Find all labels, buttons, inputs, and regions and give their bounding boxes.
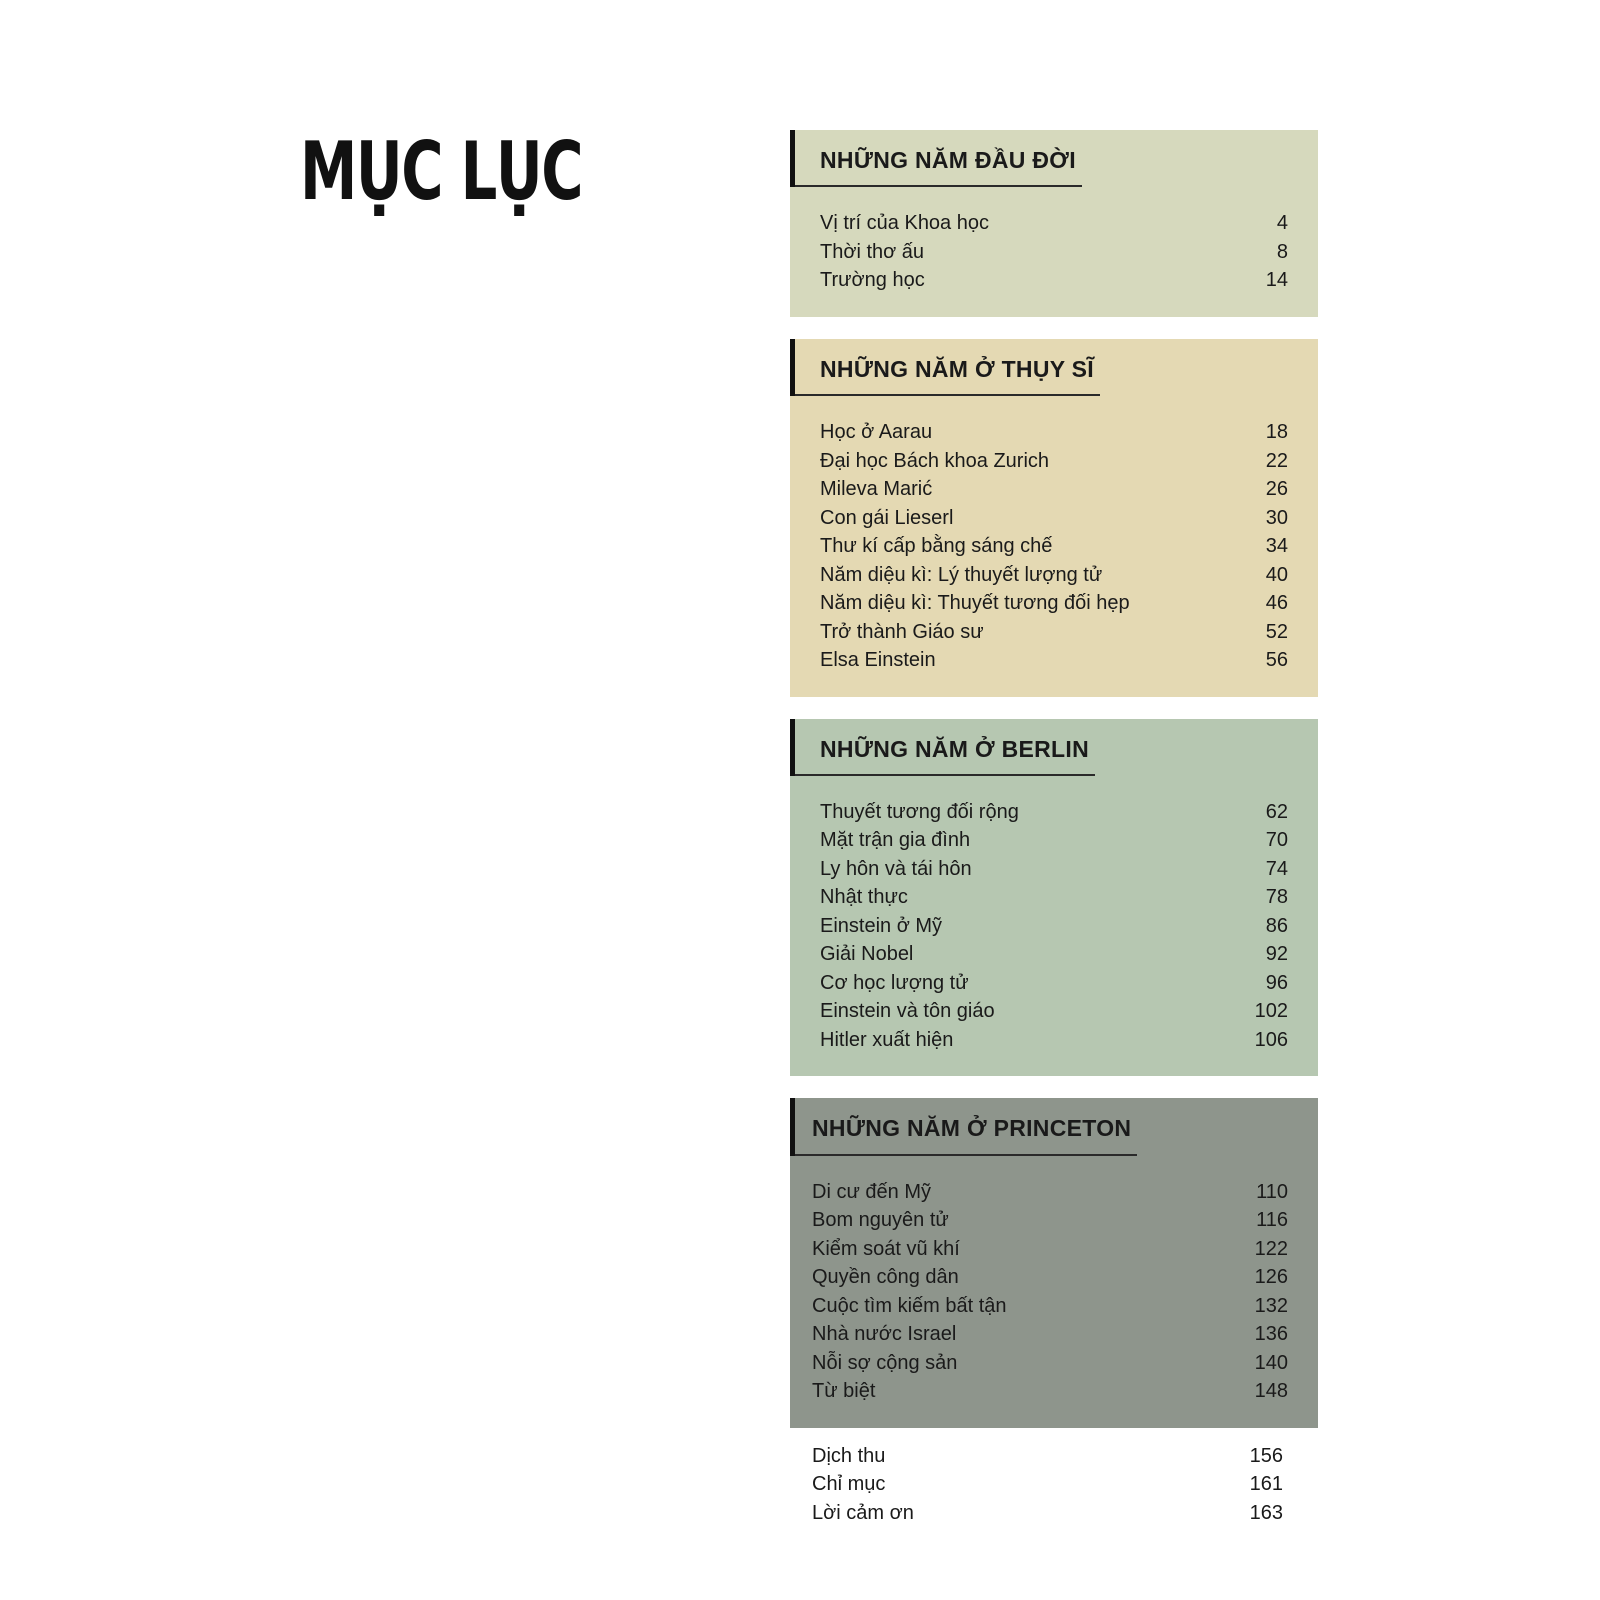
entry-list bbox=[812, 1178, 1288, 1406]
entry-page: 106 bbox=[1254, 1028, 1288, 1051]
toc-entry[interactable] bbox=[820, 646, 1288, 675]
entry-title: Trở thành Giáo sư bbox=[820, 620, 984, 643]
entry-title: Mặt trận gia đình bbox=[820, 829, 971, 852]
entry-title: Thời thơ ấu bbox=[820, 240, 925, 263]
page-title: MỤC LỤC bbox=[300, 125, 583, 218]
entry-page: 136 bbox=[1254, 1323, 1288, 1346]
entry-list bbox=[820, 798, 1288, 1055]
toc-entry[interactable] bbox=[820, 589, 1288, 618]
entry-title: Vị trí của Khoa học bbox=[820, 212, 989, 235]
section-heading: NHỮNG NĂM ĐẦU ĐỜI bbox=[790, 148, 1082, 187]
toc-entry[interactable] bbox=[820, 912, 1288, 941]
entry-title: Cuộc tìm kiếm bất tận bbox=[812, 1294, 1007, 1317]
toc-entry[interactable] bbox=[812, 1499, 1283, 1528]
entry-title: Hitler xuất hiện bbox=[820, 1028, 954, 1051]
toc-entry[interactable] bbox=[820, 855, 1288, 884]
entry-page: 78 bbox=[1265, 886, 1288, 909]
toc-entry[interactable] bbox=[812, 1235, 1288, 1264]
entry-page: 52 bbox=[1265, 620, 1288, 643]
toc-entry[interactable] bbox=[820, 418, 1288, 447]
entry-page: 8 bbox=[1276, 240, 1288, 263]
entry-title: Quyền công dân bbox=[812, 1266, 959, 1289]
toc-backmatter bbox=[790, 1442, 1318, 1528]
entry-page: 96 bbox=[1265, 971, 1288, 994]
toc-entry[interactable] bbox=[820, 238, 1288, 267]
entry-title: Chỉ mục bbox=[812, 1473, 886, 1496]
section-heading: NHỮNG NĂM Ở PRINCETON bbox=[790, 1116, 1137, 1155]
entry-page: 14 bbox=[1265, 269, 1288, 292]
entry-list bbox=[820, 209, 1288, 295]
toc-entry[interactable] bbox=[820, 997, 1288, 1026]
entry-title: Con gái Lieserl bbox=[820, 506, 954, 529]
section-heading: NHỮNG NĂM Ở BERLIN bbox=[790, 737, 1095, 776]
entry-title: Einstein và tôn giáo bbox=[820, 1000, 995, 1023]
entry-page: 86 bbox=[1265, 914, 1288, 937]
toc-entry[interactable] bbox=[812, 1263, 1288, 1292]
entry-title: Thuyết tương đối rộng bbox=[820, 800, 1019, 823]
toc-entry[interactable] bbox=[820, 209, 1288, 238]
toc-entry[interactable] bbox=[812, 1178, 1288, 1207]
toc-entry[interactable] bbox=[812, 1470, 1283, 1499]
toc-section-berlin bbox=[790, 719, 1318, 1077]
entry-page: 70 bbox=[1265, 829, 1288, 852]
entry-page: 126 bbox=[1254, 1266, 1288, 1289]
entry-title: Einstein ở Mỹ bbox=[820, 914, 943, 937]
entry-title: Đại học Bách khoa Zurich bbox=[820, 449, 1050, 472]
toc-entry[interactable] bbox=[812, 1349, 1288, 1378]
entry-page: 116 bbox=[1256, 1209, 1288, 1232]
entry-page: 110 bbox=[1256, 1180, 1288, 1203]
entry-page: 34 bbox=[1265, 535, 1288, 558]
toc-entry[interactable] bbox=[820, 618, 1288, 647]
toc-entry[interactable] bbox=[812, 1292, 1288, 1321]
toc-entry[interactable] bbox=[820, 504, 1288, 533]
entry-page: 40 bbox=[1265, 563, 1288, 586]
toc-entry[interactable] bbox=[820, 1026, 1288, 1055]
table-of-contents bbox=[790, 130, 1318, 1527]
toc-section-princeton bbox=[790, 1098, 1318, 1427]
entry-page: 148 bbox=[1254, 1380, 1288, 1403]
entry-page: 46 bbox=[1265, 592, 1288, 615]
entry-title: Cơ học lượng tử bbox=[820, 971, 969, 994]
entry-page: 62 bbox=[1265, 800, 1288, 823]
entry-page: 132 bbox=[1254, 1294, 1288, 1317]
entry-page: 122 bbox=[1254, 1237, 1288, 1260]
entry-page: 18 bbox=[1265, 421, 1288, 444]
toc-entry[interactable] bbox=[820, 475, 1288, 504]
toc-section-switzerland bbox=[790, 339, 1318, 697]
toc-entry[interactable] bbox=[812, 1206, 1288, 1235]
toc-section-early-years bbox=[790, 130, 1318, 317]
entry-page: 92 bbox=[1265, 943, 1288, 966]
entry-page: 22 bbox=[1265, 449, 1288, 472]
entry-page: 26 bbox=[1265, 478, 1288, 501]
entry-title: Thư kí cấp bằng sáng chế bbox=[820, 535, 1053, 558]
entry-title: Mileva Marić bbox=[820, 478, 933, 501]
entry-title: Nhà nước Israel bbox=[812, 1323, 957, 1346]
toc-entry[interactable] bbox=[820, 447, 1288, 476]
entry-title: Lời cảm ơn bbox=[812, 1501, 914, 1524]
entry-list bbox=[820, 418, 1288, 675]
entry-title: Kiểm soát vũ khí bbox=[812, 1237, 960, 1260]
entry-page: 4 bbox=[1276, 212, 1288, 235]
entry-page: 102 bbox=[1254, 1000, 1288, 1023]
entry-page: 161 bbox=[1249, 1473, 1283, 1496]
entry-title: Học ở Aarau bbox=[820, 421, 933, 444]
entry-page: 163 bbox=[1249, 1501, 1283, 1524]
entry-page: 156 bbox=[1249, 1444, 1283, 1467]
toc-entry[interactable] bbox=[820, 532, 1288, 561]
entry-title: Di cư đến Mỹ bbox=[812, 1180, 931, 1203]
entry-title: Dịch thu bbox=[812, 1444, 886, 1467]
toc-entry[interactable] bbox=[820, 883, 1288, 912]
entry-page: 140 bbox=[1254, 1351, 1288, 1374]
entry-title: Ly hôn và tái hôn bbox=[820, 857, 972, 880]
entry-page: 30 bbox=[1265, 506, 1288, 529]
toc-entry[interactable] bbox=[812, 1320, 1288, 1349]
entry-title: Elsa Einstein bbox=[820, 649, 936, 672]
toc-entry[interactable] bbox=[812, 1377, 1288, 1406]
entry-title: Bom nguyên tử bbox=[812, 1209, 949, 1232]
toc-entry[interactable] bbox=[820, 940, 1288, 969]
entry-title: Từ biệt bbox=[812, 1380, 876, 1403]
entry-page: 56 bbox=[1265, 649, 1288, 672]
entry-title: Năm diệu kì: Thuyết tương đối hẹp bbox=[820, 592, 1130, 615]
entry-page: 74 bbox=[1265, 857, 1288, 880]
toc-entry[interactable] bbox=[812, 1442, 1283, 1471]
section-heading: NHỮNG NĂM Ở THỤY SĨ bbox=[790, 357, 1100, 396]
entry-title: Giải Nobel bbox=[820, 943, 914, 966]
entry-title: Nhật thực bbox=[820, 886, 908, 909]
toc-entry[interactable] bbox=[820, 266, 1288, 295]
entry-title: Năm diệu kì: Lý thuyết lượng tử bbox=[820, 563, 1103, 586]
entry-title: Nỗi sợ cộng sản bbox=[812, 1351, 958, 1374]
toc-entry[interactable] bbox=[820, 798, 1288, 827]
toc-entry[interactable] bbox=[820, 826, 1288, 855]
toc-entry[interactable] bbox=[820, 969, 1288, 998]
entry-title: Trường học bbox=[820, 269, 925, 292]
toc-entry[interactable] bbox=[820, 561, 1288, 590]
